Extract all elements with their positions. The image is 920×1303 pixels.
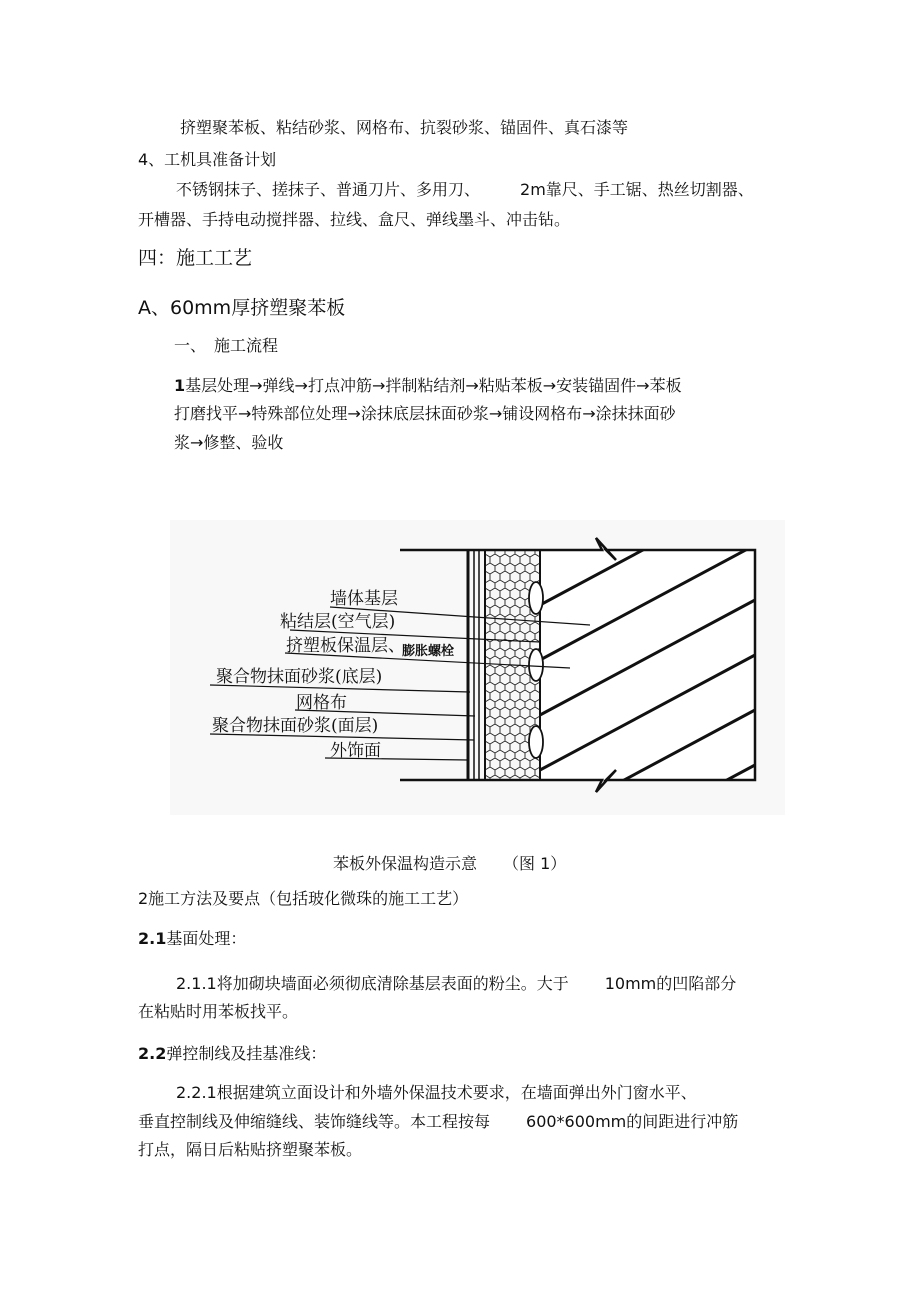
para-2-2-1-line-2 [138,1112,738,1132]
label-bond-layer: 粘结层(空气层) [280,612,396,632]
tools-line-1 [176,180,754,200]
section-2-1-number: 2.1 [138,929,167,948]
section-2-2-number: 2.2 [138,1044,167,1063]
para-2-1-1-text-a: 2.1.1将加砌块墙面必须彻底清除基层表面的粉尘。大于 [176,974,569,993]
section-2-1-heading [138,929,246,949]
para-2-2-1-line-3: 打点，隔日后粘贴挤塑聚苯板。 [138,1140,363,1159]
section-2-heading: 2施工方法及要点（包括玻化微珠的施工工艺） [138,889,469,908]
caption-number: （图 1） [503,854,567,873]
para-2-1-1-text-b: 10mm的凹陷部分 [604,974,737,993]
label-mesh: 网格布 [296,693,347,713]
label-xps-layer: 挤塑板保温层、 [286,636,405,656]
tools-heading: 4、工机具准备计划 [138,150,277,169]
para-2-1-1-line-2: 在粘贴时用苯板找平。 [138,1002,299,1021]
figure-caption [333,854,566,874]
section-2-2-heading [138,1044,326,1064]
caption-text: 苯板外保温构造示意 [333,854,478,873]
label-mortar-base: 聚合物抹面砂浆(底层) [216,667,383,687]
section-4-heading: 四：施工工艺 [138,247,253,269]
para-2-2-1-text-c: 600*600mm的间距进行冲筋 [526,1112,739,1131]
label-wall-base: 墙体基层 [330,589,398,609]
flow-text-1: 基层处理→弹线→打点冲筋→拌制粘结剂→粘贴苯板→安装锚固件→苯板 [185,376,682,395]
section-a-heading: A、60mm厚挤塑聚苯板 [138,297,346,319]
tools-text-b: 2m靠尺、手工锯、热丝切割器、 [520,180,754,199]
flow-line-1 [174,376,682,396]
para-2-2-1-text-b: 垂直控制线及伸缩缝线、装饰缝线等。本工程按每 [138,1112,491,1131]
insulation-structure-diagram [170,520,785,815]
para-2-2-1-line-1: 2.2.1根据建筑立面设计和外墙外保温技术要求，在墙面弹出外门窗水平、 [176,1083,697,1102]
flow-line-3: 浆→修整、验收 [174,433,284,452]
materials-list: 挤塑聚苯板、粘结砂浆、网格布、抗裂砂浆、锚固件、真石漆等 [180,118,629,137]
flow-line-2: 打磨找平→特殊部位处理→涂抹底层抹面砂浆→铺设网格布→涂抹抹面砂 [174,404,676,423]
tools-line-2: 开槽器、手持电动搅拌器、拉线、盒尺、弹线墨斗、冲击钻。 [138,210,571,229]
label-mortar-top: 聚合物抹面砂浆(面层) [212,716,379,736]
label-finish: 外饰面 [330,741,381,761]
flow-number: 1 [174,376,186,395]
label-anchor: 膨胀螺栓 [402,644,455,659]
para-2-1-1-line-1 [176,974,736,994]
section-2-2-text: 弹控制线及挂基准线： [166,1044,327,1063]
flow-title: 一、 施工流程 [174,336,279,355]
section-2-1-text: 基面处理： [166,929,247,948]
wall-hatch [540,520,755,815]
anchor-bolts [529,582,543,758]
tools-text-a: 不锈钢抹子、搓抹子、普通刀片、多用刀、 [176,180,481,199]
